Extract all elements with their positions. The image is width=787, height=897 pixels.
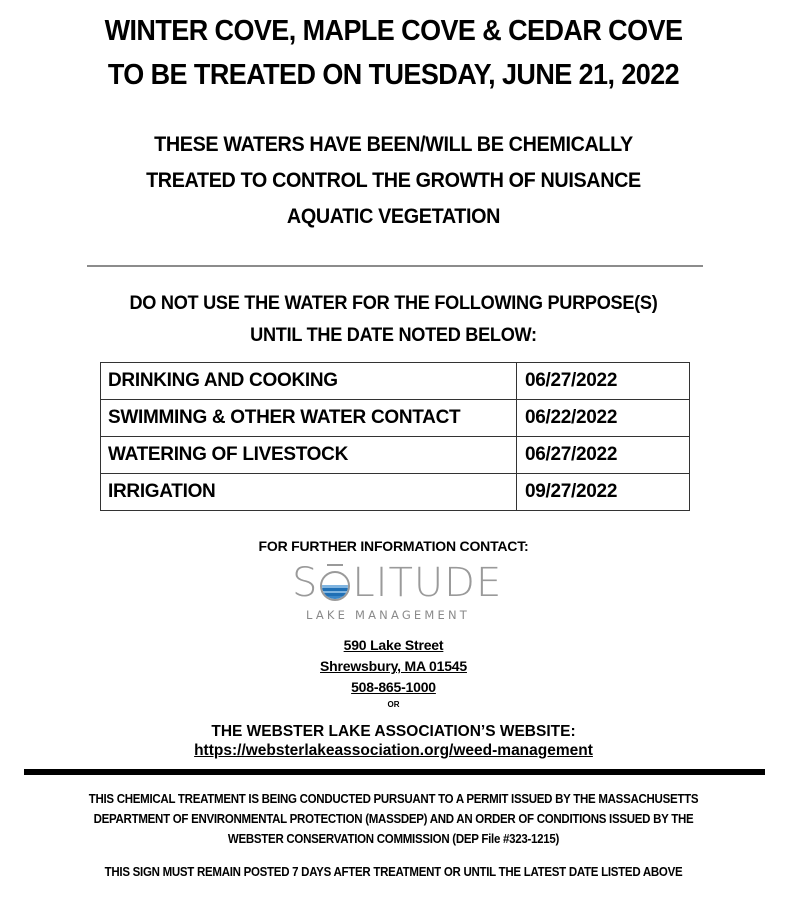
table-row (101, 363, 690, 400)
notice-title (28, 9, 760, 97)
address-street: 590 Lake Street (343, 637, 444, 653)
logo-letter-s: S (292, 560, 319, 606)
subtitle-line: AQUATIC VEGETATION (286, 204, 501, 228)
footer-divider (24, 769, 765, 775)
title-line: WINTER COVE, MAPLE COVE & CEDAR COVE (104, 15, 683, 47)
logo-tagline: LAKE MANAGEMENT (305, 608, 471, 622)
legal-notice (31, 789, 755, 849)
association-website-link[interactable]: https://websterlakeassociation.org/weed-management (194, 742, 593, 759)
purpose-cell: WATERING OF LIVESTOCK (101, 437, 517, 474)
phone-number[interactable]: 508-865-1000 (351, 679, 436, 695)
restrictions-table (100, 362, 690, 511)
divider (87, 265, 703, 267)
usage-instruction (28, 287, 760, 351)
table-row (101, 400, 690, 437)
posting-note: THIS SIGN MUST REMAIN POSTED 7 DAYS AFTER TREATMENT OR UNTIL THE LATEST DATE LISTED ABOVE (104, 865, 683, 879)
date-cell: 09/27/2022 (517, 474, 690, 511)
instruction-line: UNTIL THE DATE NOTED BELOW: (250, 324, 537, 346)
purpose-cell: IRRIGATION (101, 474, 517, 511)
subtitle-line: TREATED TO CONTROL THE GROWTH OF NUISANCE (146, 168, 641, 192)
date-cell: 06/22/2022 (517, 400, 690, 437)
date-cell: 06/27/2022 (517, 437, 690, 474)
solitude-logo (292, 560, 503, 623)
table-row (101, 474, 690, 511)
legal-line: THIS CHEMICAL TREATMENT IS BEING CONDUCTED PURSUANT TO A PERMIT ISSUED BY THE MASSACHUSETTS (88, 792, 699, 806)
purpose-cell: DRINKING AND COOKING (101, 363, 517, 400)
date-cell: 06/27/2022 (517, 363, 690, 400)
title-line: TO BE TREATED ON TUESDAY, JUNE 21, 2022 (107, 59, 680, 91)
legal-line: DEPARTMENT OF ENVIRONMENTAL PROTECTION (MASSDEP) AND AN ORDER OF CONDITIONS ISSUED BY THE (93, 812, 694, 826)
instruction-line: DO NOT USE THE WATER FOR THE FOLLOWING PURPOSE(S) (129, 292, 658, 314)
legal-line: WEBSTER CONSERVATION COMMISSION (DEP File #323-1215) (227, 832, 560, 846)
association-label: THE WEBSTER LAKE ASSOCIATION’S WEBSITE: (211, 723, 576, 740)
subtitle-line: THESE WATERS HAVE BEEN/WILL BE CHEMICALLY (154, 132, 633, 156)
address-city: Shrewsbury, MA 01545 (320, 658, 467, 674)
notice-subtitle (31, 126, 755, 234)
or-separator: OR (387, 700, 400, 709)
lake-circle-icon (318, 563, 352, 603)
contact-label: FOR FURTHER INFORMATION CONTACT: (258, 538, 529, 554)
table-row (101, 437, 690, 474)
logo-wordmark (292, 560, 503, 606)
purpose-cell: SWIMMING & OTHER WATER CONTACT (101, 400, 517, 437)
logo-letters: LITUDE (352, 560, 503, 606)
